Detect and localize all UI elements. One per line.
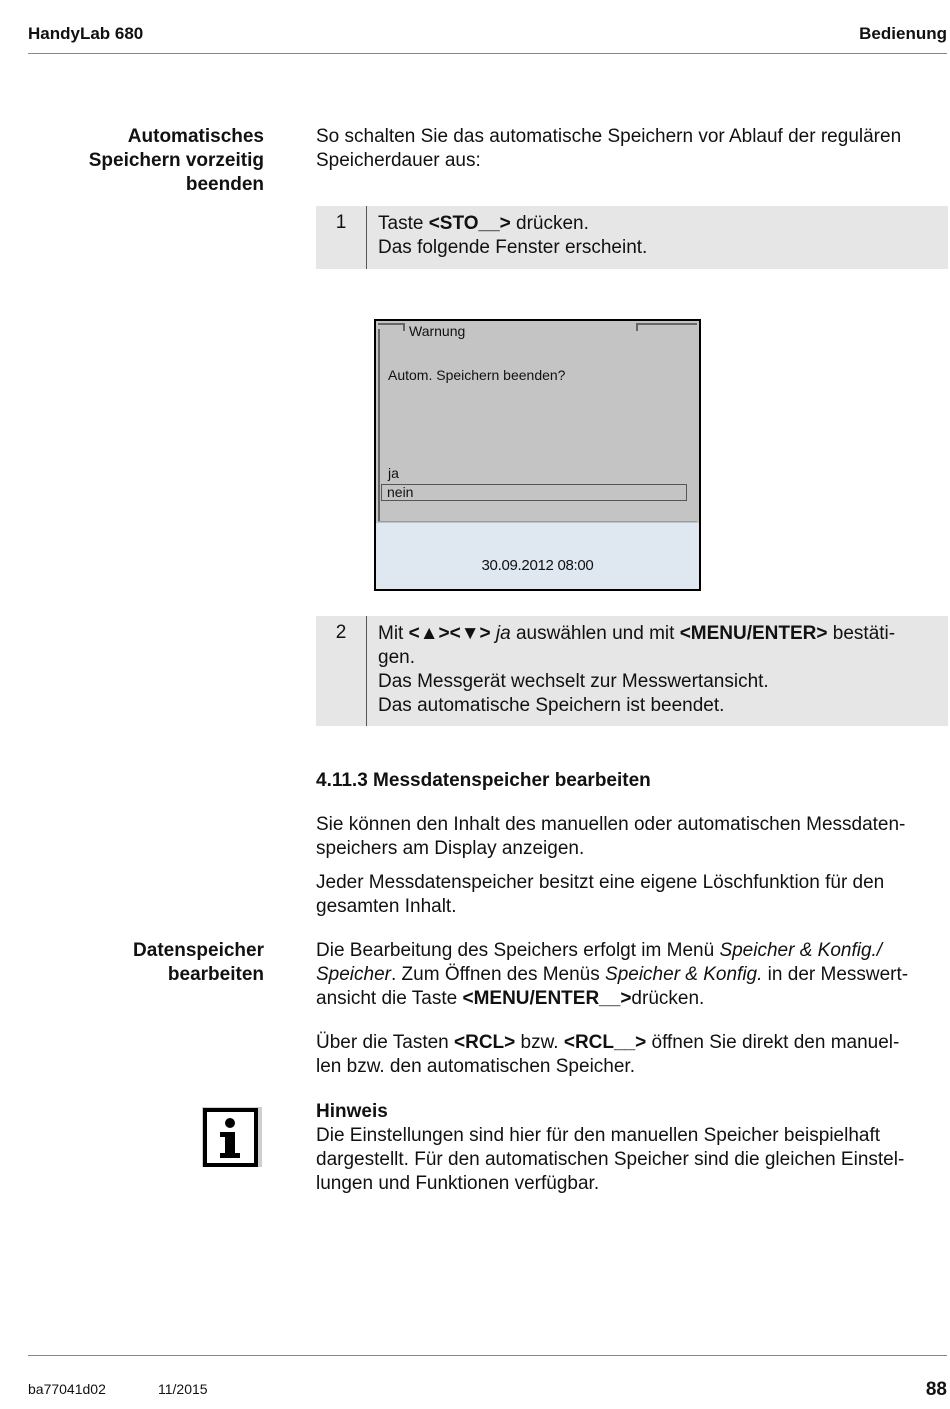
paragraph-line: Sie können den Inhalt des manuellen oder automatischen Messdaten- bbox=[316, 814, 906, 835]
key-sto: <STO__> bbox=[428, 213, 511, 234]
key-rcl-long: <RCL__> bbox=[563, 1032, 647, 1053]
footer-rule bbox=[28, 1355, 947, 1356]
note-line: Die Einstellungen sind hier für den manuellen Speicher beispielhaft bbox=[316, 1125, 881, 1146]
key-rcl: <RCL> bbox=[454, 1032, 516, 1053]
step-line: Das folgende Fenster erscheint. bbox=[378, 237, 648, 258]
step-text: Taste <STO__> drücken. Das folgende Fenster erscheint. bbox=[378, 212, 938, 260]
step-line: gen. bbox=[378, 647, 415, 668]
step-line: Das automatische Speichern ist beendet. bbox=[378, 695, 725, 716]
step-number: 1 bbox=[316, 206, 367, 269]
note-line: lungen und Funktionen verfügbar. bbox=[316, 1173, 600, 1194]
intro-line: So schalten Sie das automatische Speichern vor Ablauf der regulären bbox=[316, 126, 902, 147]
page-number: 88 bbox=[925, 1379, 947, 1400]
dialog-frame bbox=[378, 521, 697, 522]
margin-heading-line: Automatisches bbox=[127, 126, 264, 147]
note-heading: Hinweis bbox=[316, 1101, 388, 1122]
key-menu-enter: <MENU/ENTER> bbox=[679, 623, 828, 644]
margin-heading-edit-storage bbox=[28, 939, 264, 987]
paragraph-delete bbox=[316, 871, 948, 919]
step-line: Das Messgerät wechselt zur Messwertansicht. bbox=[378, 671, 769, 692]
device-screen bbox=[374, 319, 701, 591]
step-text: Mit <▲><▼> ja auswählen und mit <MENU/ENTER> bestäti- gen. Das Messgerät wechselt zur Messwertansicht. Das automatische Speichern ist beendet. bbox=[378, 622, 938, 718]
option-ja: ja bbox=[495, 623, 511, 644]
dialog-frame bbox=[636, 323, 697, 331]
dialog-frame bbox=[378, 329, 380, 521]
paragraph-line: gesamten Inhalt. bbox=[316, 896, 457, 917]
header-rule bbox=[28, 53, 947, 54]
step-2 bbox=[316, 616, 948, 726]
header-chapter: Bedienung bbox=[859, 24, 947, 43]
margin-heading-line: Speichern vorzeitig bbox=[88, 150, 264, 171]
paragraph-line: speichers am Display anzeigen. bbox=[316, 838, 585, 859]
header-product: HandyLab 680 bbox=[28, 24, 144, 43]
step-number: 2 bbox=[316, 616, 367, 726]
paragraph-edit-menu: Die Bearbeitung des Speichers erfolgt im Menü Speicher & Konfig./ Speicher. Zum Öffnen des Menüs Speicher & Konfig. in der Messwert- ansicht die Taste <MENU/ENTER__>drücken. bbox=[316, 940, 909, 1009]
screen-datetime: 30.09.2012 08:00 bbox=[481, 557, 594, 574]
intro-paragraph bbox=[316, 125, 948, 173]
option-yes[interactable]: ja bbox=[388, 465, 399, 481]
intro-line: Speicherdauer aus: bbox=[316, 150, 481, 171]
dialog-title: Warnung bbox=[409, 323, 466, 339]
step-1 bbox=[316, 206, 948, 269]
paragraph-display bbox=[316, 813, 948, 861]
paragraph-rcl: Über die Tasten <RCL> bzw. <RCL__> öffnen Sie direkt den manuel- len bzw. den automatischen Speicher. bbox=[316, 1031, 948, 1079]
key-menu-enter-long: <MENU/ENTER__> bbox=[462, 988, 632, 1009]
paragraph-line: Jeder Messdatenspeicher besitzt eine eigene Löschfunktion für den bbox=[316, 872, 885, 893]
option-no-selected[interactable]: nein bbox=[381, 484, 687, 501]
info-icon bbox=[202, 1107, 262, 1167]
footer-date: 11/2015 bbox=[158, 1381, 208, 1397]
footer-doc-id: ba77041d02 bbox=[28, 1381, 106, 1397]
menu-path: Speicher & Konfig./ bbox=[719, 940, 883, 961]
margin-heading-line: beenden bbox=[185, 174, 264, 195]
dialog-question: Autom. Speichern beenden? bbox=[388, 367, 566, 383]
note-line: dargestellt. Für den automatischen Speicher sind die gleichen Einstel- bbox=[316, 1149, 905, 1170]
note-block bbox=[316, 1100, 948, 1196]
menu-path: Speicher bbox=[316, 964, 391, 985]
margin-heading-line: bearbeiten bbox=[167, 964, 264, 985]
dialog-frame bbox=[378, 323, 405, 331]
menu-name: Speicher & Konfig. bbox=[605, 964, 763, 985]
key-arrows: <▲><▼> bbox=[408, 623, 491, 644]
section-title: 4.11.3 Messdatenspeicher bearbeiten bbox=[316, 770, 651, 791]
margin-heading-auto-stop bbox=[28, 125, 264, 197]
paragraph-line: len bzw. den automatischen Speicher. bbox=[316, 1056, 635, 1077]
margin-heading-line: Datenspeicher bbox=[133, 940, 264, 961]
